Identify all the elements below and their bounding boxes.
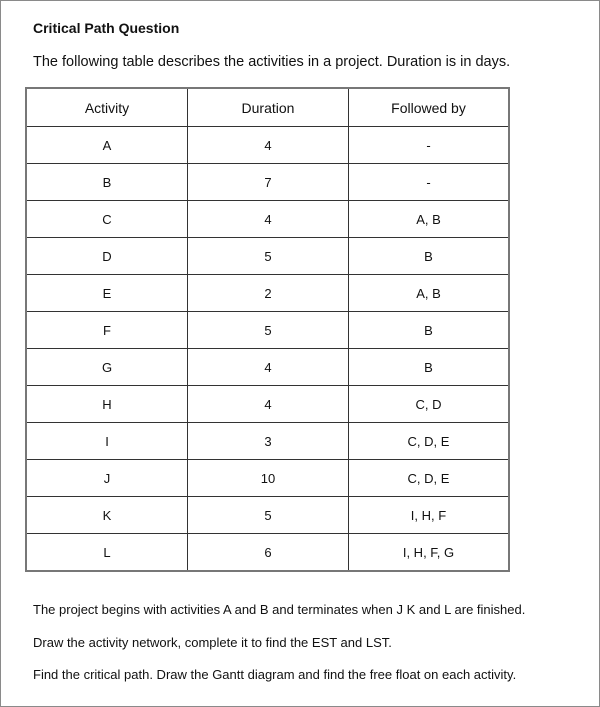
table-row (26, 127, 509, 164)
table-row (26, 201, 509, 238)
paragraph-draw-network: Draw the activity network, complete it to find the EST and LST. (33, 635, 392, 650)
cell-activity: J (26, 460, 188, 497)
cell-duration: 4 (188, 127, 349, 164)
activity-table (25, 87, 510, 572)
cell-activity: E (26, 275, 188, 312)
cell-duration: 2 (188, 275, 349, 312)
cell-followed-by: A, B (349, 201, 510, 238)
cell-followed-by: C, D, E (349, 460, 510, 497)
header-followed-by: Followed by (349, 88, 510, 127)
table-row (26, 349, 509, 386)
cell-activity: K (26, 497, 188, 534)
cell-followed-by: B (349, 238, 510, 275)
cell-duration: 7 (188, 164, 349, 201)
table-row (26, 238, 509, 275)
table-row (26, 460, 509, 497)
cell-activity: I (26, 423, 188, 460)
cell-followed-by: B (349, 349, 510, 386)
table-header-row (26, 88, 509, 127)
cell-followed-by: - (349, 127, 510, 164)
cell-activity: C (26, 201, 188, 238)
cell-followed-by: B (349, 312, 510, 349)
page-title: Critical Path Question (33, 20, 180, 36)
cell-followed-by: C, D, E (349, 423, 510, 460)
header-duration: Duration (188, 88, 349, 127)
cell-duration: 5 (188, 238, 349, 275)
intro-text: The following table describes the activities in a project. Duration is in days. (33, 54, 511, 70)
cell-activity: D (26, 238, 188, 275)
table-row (26, 534, 509, 572)
table-row (26, 423, 509, 460)
cell-followed-by: A, B (349, 275, 510, 312)
cell-followed-by: C, D (349, 386, 510, 423)
paragraph-critical-path: Find the critical path. Draw the Gantt diagram and find the free float on each activity. (33, 667, 517, 682)
paragraph-project-scope: The project begins with activities A and B and terminates when J K and L are finished. (33, 602, 526, 617)
cell-followed-by: I, H, F (349, 497, 510, 534)
cell-duration: 5 (188, 312, 349, 349)
cell-activity: L (26, 534, 188, 572)
cell-followed-by: - (349, 164, 510, 201)
header-activity: Activity (26, 88, 188, 127)
cell-duration: 10 (188, 460, 349, 497)
cell-duration: 6 (188, 534, 349, 572)
table-row (26, 164, 509, 201)
table-row (26, 386, 509, 423)
table-row (26, 275, 509, 312)
cell-activity: A (26, 127, 188, 164)
cell-duration: 5 (188, 497, 349, 534)
cell-activity: F (26, 312, 188, 349)
cell-duration: 4 (188, 386, 349, 423)
cell-activity: B (26, 164, 188, 201)
cell-activity: G (26, 349, 188, 386)
cell-duration: 4 (188, 201, 349, 238)
cell-duration: 3 (188, 423, 349, 460)
cell-followed-by: I, H, F, G (349, 534, 510, 572)
table-row (26, 497, 509, 534)
cell-duration: 4 (188, 349, 349, 386)
cell-activity: H (26, 386, 188, 423)
table-row (26, 312, 509, 349)
